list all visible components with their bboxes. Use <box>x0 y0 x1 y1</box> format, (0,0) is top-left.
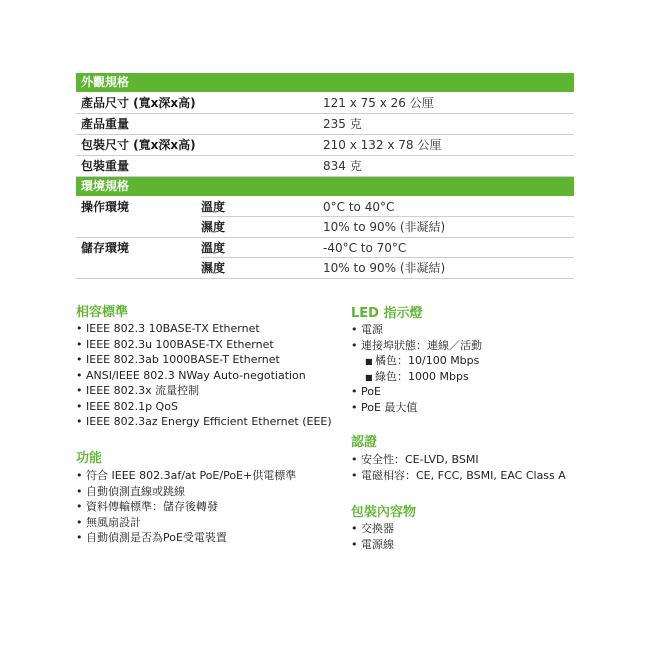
cert-heading: 認證 <box>351 435 378 450</box>
package-heading: 包裝內容物 <box>351 505 417 520</box>
temperature-label: 溫度 <box>201 241 226 255</box>
spec-table <box>76 73 574 279</box>
spec-value: 121 x 75 x 26 公厘 <box>323 96 434 110</box>
led-heading: LED 指示燈 <box>351 306 423 321</box>
led-list <box>351 322 482 415</box>
spec-row <box>76 156 574 177</box>
list-item: • PoE <box>351 385 381 398</box>
storage-env-label: 儲存環境 <box>81 241 130 255</box>
list-item: • IEEE 802.3u 100BASE-TX Ethernet <box>76 337 274 351</box>
compat-heading: 相容標準 <box>76 305 129 320</box>
package-list <box>351 521 394 552</box>
temperature-value: 0°C to 40°C <box>323 200 395 214</box>
cert-list <box>351 452 566 483</box>
spec-row <box>76 238 574 258</box>
spec-row <box>76 114 574 135</box>
list-item: • PoE 最大值 <box>351 400 418 414</box>
spec-row <box>76 135 574 156</box>
humidity-value: 10% to 90% (非凝結) <box>323 220 446 234</box>
spec-label: 包裝重量 <box>81 159 130 173</box>
spec-value: 235 克 <box>323 117 362 131</box>
spec-row <box>76 258 574 279</box>
spec-label: 產品尺寸 (寬x深x高) <box>81 96 196 110</box>
list-item: • IEEE 802.3az Energy Efficient Ethernet (EEE) <box>76 415 332 428</box>
list-item: • IEEE 802.3ab 1000BASE-T Ethernet <box>76 353 280 366</box>
environment-section-header: 環境規格 <box>76 177 574 197</box>
list-item: • 交換器 <box>351 522 394 535</box>
spec-row <box>76 93 574 114</box>
list-item: • ANSI/IEEE 802.3 NWay Auto-negotiation <box>76 368 306 382</box>
humidity-value: 10% to 90% (非凝結) <box>323 261 446 275</box>
spec-row <box>76 197 574 217</box>
operating-env-label: 操作環境 <box>81 200 130 214</box>
list-item: • 符合 IEEE 802.3af/at PoE/PoE+供電標準 <box>76 469 297 482</box>
list-item: • 安全性：CE-LVD, BSMI <box>351 453 479 466</box>
spec-label: 包裝尺寸 (寬x深x高) <box>81 138 196 152</box>
features-heading: 功能 <box>76 451 103 466</box>
spec-value: 210 x 132 x 78 公厘 <box>323 138 442 152</box>
list-item: • 連接埠狀態：連線／活動 <box>351 338 482 352</box>
humidity-label: 濕度 <box>201 220 226 234</box>
list-item: • 資料傳輸標準：儲存後轉發 <box>76 500 218 513</box>
features-list <box>76 468 296 546</box>
list-item: • 自動偵測是否為PoE受電裝置 <box>76 531 227 544</box>
list-item: • 電磁相容：CE, FCC, BSMI, EAC Class A <box>351 468 566 482</box>
list-item: • IEEE 802.1p QoS <box>76 399 178 413</box>
list-subitem: ■ 綠色：1000 Mbps <box>365 369 469 383</box>
list-item: • 自動偵測直線或跳線 <box>76 484 185 498</box>
list-item: • 電源線 <box>351 537 394 551</box>
spec-row <box>76 217 574 238</box>
list-subitem: ■ 橘色：10/100 Mbps <box>365 354 480 367</box>
list-item: • 電源 <box>351 323 383 336</box>
list-item: • 無風扇設計 <box>76 515 141 529</box>
appearance-section-header: 外觀規格 <box>76 73 574 93</box>
spec-label: 產品重量 <box>81 117 130 131</box>
list-item: • IEEE 802.3x 流量控制 <box>76 384 200 397</box>
spec-value: 834 克 <box>323 159 362 173</box>
temperature-label: 溫度 <box>201 200 226 214</box>
list-item: • IEEE 802.3 10BASE-TX Ethernet <box>76 322 260 335</box>
temperature-value: -40°C to 70°C <box>323 241 407 255</box>
humidity-label: 濕度 <box>201 261 226 275</box>
compat-list <box>76 321 332 430</box>
